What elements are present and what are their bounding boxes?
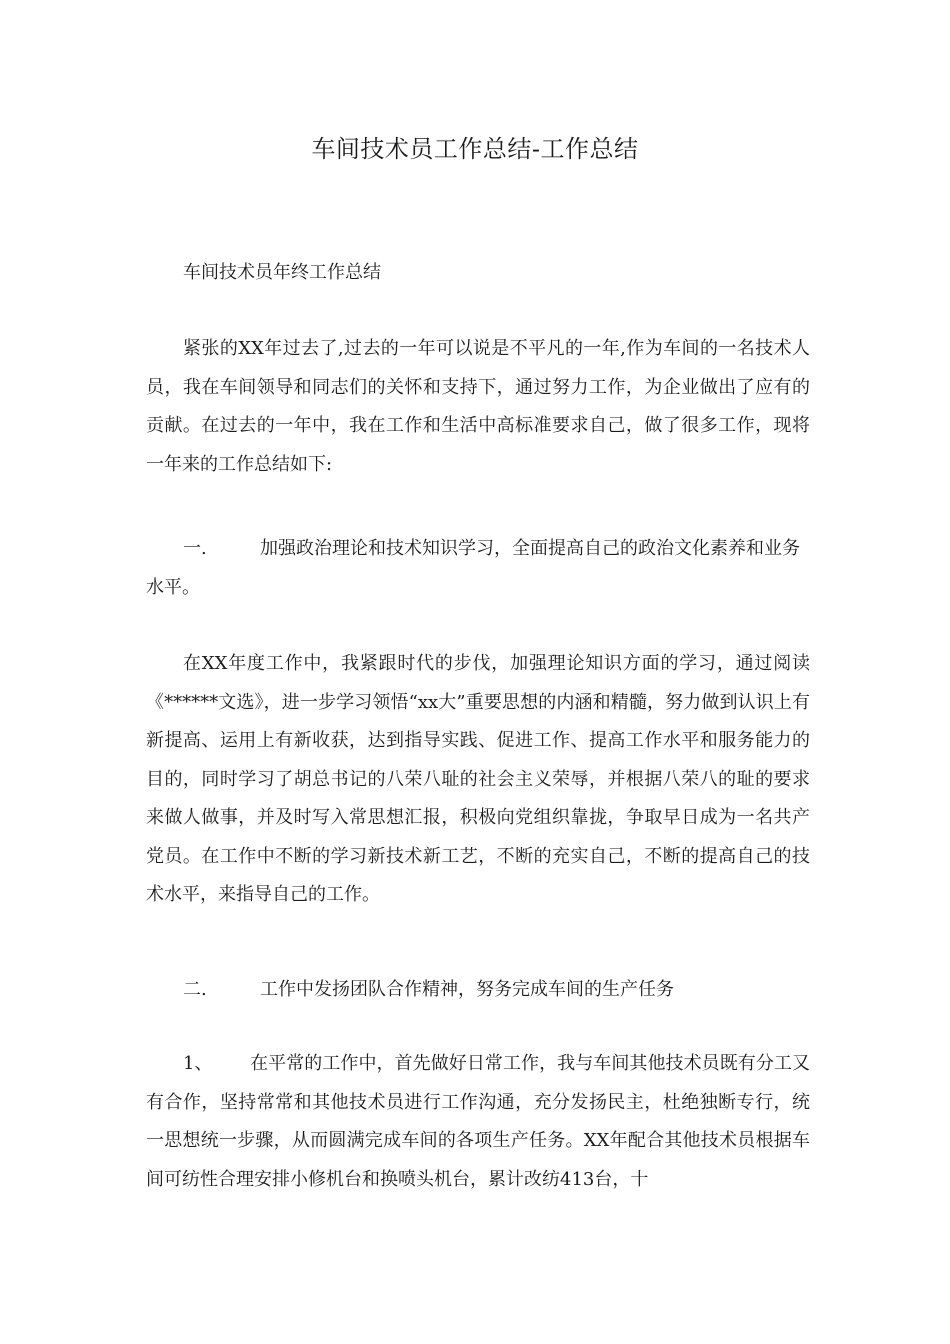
item-one-number: 1、 bbox=[183, 1053, 213, 1074]
section-two-number: 二. bbox=[183, 979, 207, 1000]
section-one-number: 一. bbox=[183, 538, 207, 559]
document-title: 车间技术员工作总结-工作总结 bbox=[311, 135, 639, 163]
section-one-heading bbox=[146, 530, 810, 607]
section-two-text: 工作中发扬团队合作精神，努务完成车间的生产任务 bbox=[260, 979, 674, 1000]
document-subtitle: 车间技术员年终工作总结 bbox=[183, 262, 381, 283]
section-one-text: 加强政治理论和技术知识学习，全面提高自己的政治文化素养和业务水平。 bbox=[146, 538, 800, 598]
item-one-paragraph bbox=[146, 1045, 810, 1199]
item-one-text: 在平常的工作中，首先做好日常工作，我与车间其他技术员既有分工又有合作，坚持常常和其他技术员进行工作沟通，充分发扬民主，杜绝独断专行，统一思想统一步骤，从而圆满完成车间的各项生产任务。XX年配合其他技术员根据车间可纺性合理安排小修机台和换喷头机台，累计改纺413台，十 bbox=[146, 1053, 810, 1190]
section-two-heading bbox=[146, 971, 810, 1010]
intro-paragraph: 紧张的XX年过去了,过去的一年可以说是不平凡的一年,作为车间的一名技术人员，我在车间领导和同志们的关怀和支持下，通过努力工作，为企业做出了应有的贡献。在过去的一年中，我在工作和生活中高标准要求自己，做了很多工作，现将一年来的工作总结如下: bbox=[146, 338, 810, 475]
section-one-body: 在XX年度工作中，我紧跟时代的步伐，加强理论知识方面的学习，通过阅读《******文选》，进一步学习领悟“xx大”重要思想的内涵和精髓，努力做到认识上有新提高、运用上有新收获，达到指导实践、促进工作、提高工作水平和服务能力的目的，同时学习了胡总书记的八荣八耻的社会主义荣辱，并根据八荣八的耻的要求来做人做事，并及时写入常思想汇报，积极向党组织靠拢，争取早日成为一名共产党员。在工作中不断的学习新技术新工艺，不断的充实自己，不断的提高自己的技术水平，来指导自己的工作。 bbox=[146, 653, 810, 905]
